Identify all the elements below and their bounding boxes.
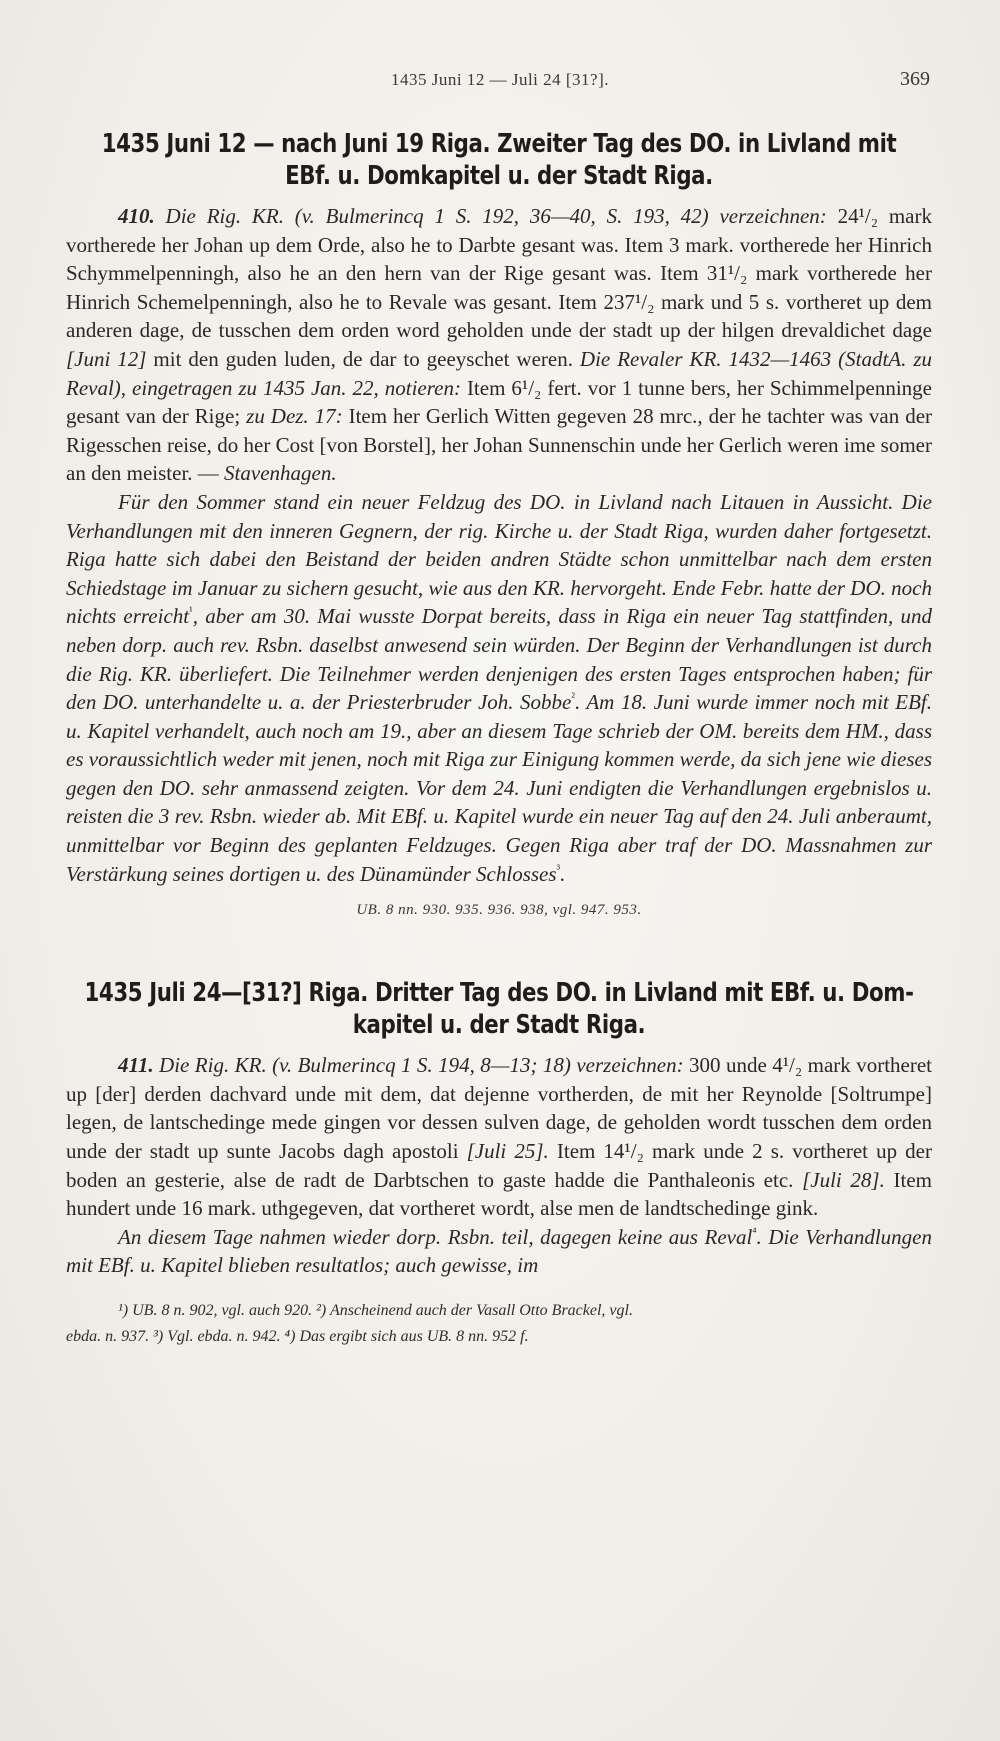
entry-410-sources: UB. 8 nn. 930. 935. 936. 938, vgl. 947. 953. [356, 902, 642, 919]
footnote-line-2: ebda. n. 937. ³) Vgl. ebda. n. 942. ⁴) Das ergibt sich aus UB. 8 nn. 952 f. [66, 1328, 529, 1345]
entry-411-paragraph-2 [66, 1223, 932, 1280]
entry-411-heading-line2: kapitel u. der Stadt Riga. [352, 1010, 646, 1041]
footnote-marker: ⁴ [752, 1224, 757, 1239]
entry-410-heading-line1: 1435 Juni 12 — nach Juni 19 Riga. Zweiter Tag des DO. in Livland mit [101, 129, 897, 159]
text-run: Item 6¹/₂ fert. vor 1 tunne bers, her Schimmelpenninge gesant van der Rige; [66, 375, 932, 429]
footnote-marker: ³ [556, 861, 561, 876]
entry-411-number: 411. [118, 1053, 154, 1078]
footnote-marker: ² [571, 690, 575, 705]
page-content [66, 128, 932, 1350]
text-run: 24¹/₂ mark vortherede her Johan up dem Orde, also he to Darbte gesant was. Item 3 mark. vortherede her Hinrich Schymmelpenningh, also he an den hern van der Rige gesant was. Item 31¹/₂ mark vortherede her Hinrich Schemelpenningh, also he to Revale was gesant. Item 237¹/₂ mark und 5 s. vortheret up dem anderen dage, de tusschen dem orden word geholden unde der stadt up der hilgen drevaldichet dage [66, 204, 932, 343]
entry-411-heading-line1: 1435 Juli 24—[31?] Riga. Dritter Tag des DO. in Livland mit EBf. u. Dom- [84, 978, 914, 1009]
text-run: Item 14¹/₂ mark unde 2 s. vortheret up der boden an gesterie, alse de radt de Darbtschen to gaste hadde die Panthaleonis etc. [66, 1139, 932, 1192]
text-run: An diesem Tage nahmen wieder dorp. Rsbn. teil, dagegen keine aus Reval [118, 1224, 753, 1249]
entry-410-number: 410. [118, 204, 155, 228]
text-run: , aber am 30. Mai wusste Dorpat bereits, dass in Riga ein neuer Tag stattfinden, und neben dorp. auch rev. Rsbn. daselbst anwesend sein würden. Der Beginn der Verhandlungen ist durch die Rig. KR. überliefert. Die Teilnehmer werden denjenigen des ersten Tages entsprochen haben; für den DO. unterhandelte u. a. der Priesterbruder Joh. Sobbe [66, 604, 932, 715]
running-head: 1435 Juni 12 — Juli 24 [31?]. [390, 70, 610, 89]
text-run: [Juli 28]. [802, 1167, 885, 1192]
text-run: . Am 18. Juni wurde immer noch mit EBf. u. Kapitel verhandelt, auch noch am 19., aber an diesem Tage schrieb der OM. bereits dem HM., dass es voraussichtlich weder mit jenen, noch mit Riga zur Einigung kommen werde, da sich jene wie dieses gegen den DO. sehr anmassend zeigten. Vor dem 24. Juni endigten die Verhandlungen ergebnislos u. reisten die 3 rev. Rsbn. wieder ab. Mit EBf. u. Kapitel wurde ein neuer Tag auf den 24. Juli anberaumt, unmittelbar vor Beginn des geplanten Feldzuges. Gegen Riga aber traf der DO. Massnahmen zur Verstärkung seines dortigen u. des Dünamünder Schlosses [66, 690, 932, 886]
text-run: 300 unde 4¹/₂ mark vortheret up [der] derden dachvard unde mit dem, dat dejenne vortherden, de mit her Reynolde [Soltrumpe] legen, de lantschedinge mede gingen vor dessen sulven dage, de geholden wordt tusschen dem orden unde der stadt up sunte Jacobs dagh apostoli [66, 1053, 932, 1164]
text-run: [Juni 12] [66, 346, 147, 371]
text-run: zu Dez. 17: [246, 404, 343, 429]
text-run: Die Rig. KR. (v. Bulmerincq 1 S. 194, 8—13; 18) verzeichnen: [153, 1053, 684, 1078]
text-run: Stavenhagen. [224, 461, 337, 486]
text-run: Für den Sommer stand ein neuer Feldzug des DO. in Livland nach Litauen in Aussicht. Die Verhandlungen mit den inneren Gegnern, der rig. Kirche u. der Stadt Riga, wurden daher fortgesetzt. Riga hatte sich dabei den Beistand der beiden andren Städte schon unmittelbar nach dem ersten Schiedstage im Januar zu sichern gesucht, wie aus den KR. hervorgeht. Ende Febr. hatte der DO. noch nichts erreicht [66, 489, 932, 629]
entry-410-para1-text [66, 204, 932, 485]
entry-411-para1-text [66, 1053, 932, 1220]
footnote-marker: ¹ [189, 604, 193, 619]
entry-410-paragraph-1 [66, 202, 932, 488]
page-number: 369 [900, 68, 930, 90]
entry-gap [66, 919, 932, 977]
text-run: mit den guden luden, de dar to geeyschet weren. [146, 346, 580, 371]
text-run: Item hundert unde 16 mark. uthgegeven, dat vortheret wordt, alse men de landtschedinge gink. [66, 1167, 933, 1221]
text-run: [Juli 25]. [466, 1139, 549, 1164]
text-run: . Die Verhandlungen mit EBf. u. Kapitel blieben resultatlos; auch gewisse, im [66, 1224, 932, 1278]
entry-410-paragraph-2 [66, 488, 932, 888]
entry-410-heading [78, 128, 919, 192]
entry-411-heading [78, 977, 919, 1041]
text-run: Die Rig. KR. (v. Bulmerincq 1 S. 192, 36—40, S. 193, 42) verzeichnen: [154, 204, 827, 228]
text-run: Item her Gerlich Witten gegeven 28 mrc., der he tachter was van der Rigesschen reise, do her Cost [von Borstel], her Johan Sunnenschin unde her Gerlich weren ime somer an den meister. — [66, 404, 933, 486]
footnote-line-1: ¹) UB. 8 n. 902, vgl. auch 920. ²) Anscheinend auch der Vasall Otto Brackel, vgl. [118, 1302, 633, 1319]
footnotes [66, 1298, 932, 1350]
text-run: . [560, 861, 566, 886]
entry-411-paragraph-1 [66, 1051, 932, 1223]
text-run: Die Revaler KR. 1432—1463 (StadtA. zu Reval), eingetragen zu 1435 Jan. 22, notieren: [66, 346, 932, 400]
entry-410-heading-line2: EBf. u. Domkapitel u. der Stadt Riga. [285, 161, 713, 191]
